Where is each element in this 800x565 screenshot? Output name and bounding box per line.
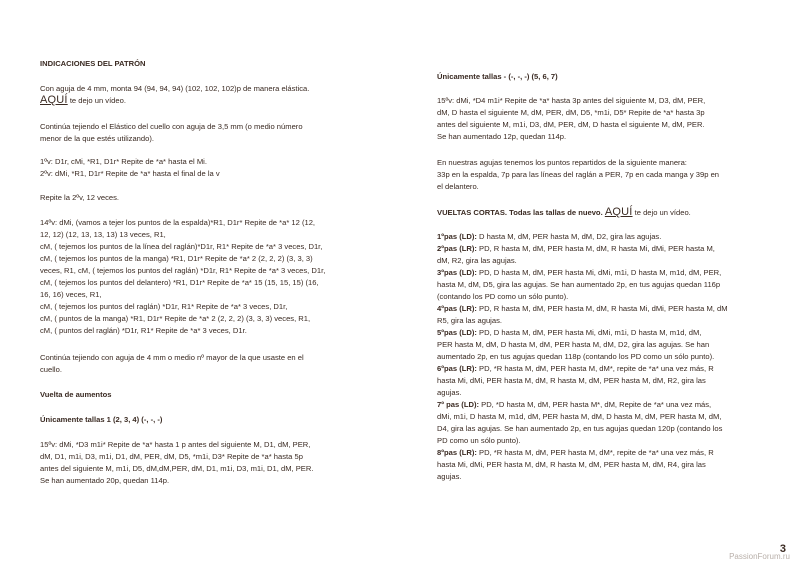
- pas-line: [437, 327, 728, 339]
- pas-text: dM, R2, gira las agujas.: [437, 256, 517, 265]
- row-14-line: cM, ( puntos del raglán) *D1r, R1* Repite de *a* 3 veces, D1r.: [40, 326, 247, 335]
- pas-line: [437, 339, 728, 351]
- pas-label: 5ºpas (LD):: [437, 328, 477, 337]
- pas-label: 7º pas (LD):: [437, 400, 480, 409]
- continue-line-1: Continúa tejiendo con aguja de 4 mm o medio nº mayor de la que usaste en el: [40, 353, 304, 362]
- pas-line: [437, 471, 728, 483]
- pas-label: 3ºpas (LD):: [437, 268, 477, 277]
- pas-text: PD, *R hasta M, dM, PER hasta M, dM*, repite de *a* una vez más, R: [476, 448, 714, 457]
- pas-text: R5, gira las agujas.: [437, 316, 503, 325]
- pattern-heading: INDICACIONES DEL PATRÓN: [40, 59, 146, 68]
- row-14-line: 14ºv: dMi, (vamos a tejer los puntos de la espalda)*R1, D1r* Repite de *a* 12 (12,: [40, 218, 316, 227]
- watermark: PassionForum.ru: [729, 552, 790, 561]
- increase-heading: Vuelta de aumentos: [40, 390, 112, 399]
- pas-text: PD, R hasta M, dM, PER hasta M, dM, R hasta Mi, dMi, PER hasta M,: [476, 244, 715, 253]
- pas-line: [437, 411, 728, 423]
- pas-text: aumentado 2p, en tus agujas quedan 118p (contando los PD como un sólo punto).: [437, 352, 715, 361]
- pas-text: (contando los PD como un sólo punto).: [437, 292, 569, 301]
- row-15-line: dM, D hasta el siguiente M, dM, PER, dM, D5, *m1i, D5* Repite de *a* hasta 3p: [437, 108, 705, 117]
- pas-text: dMi, m1i, D hasta M, m1d, dM, PER hasta M, dM, D hasta M, dM, PER hasta M, dM,: [437, 412, 722, 421]
- pas-label: 1ºpas (LD):: [437, 232, 477, 241]
- pas-text: D4, gira las agujas. Se han aumentado 2p, en tus agujas quedan 120p (contando los: [437, 424, 723, 433]
- row-15-line: Se han aumentado 20p, quedan 114p.: [40, 476, 170, 485]
- pas-line: [437, 267, 728, 279]
- pas-line: [437, 435, 728, 447]
- pas-line: [437, 255, 728, 267]
- row-14-line: cM, ( puntos de la manga) *R1, D1r* Repite de *a* 2 (2, 2, 2) (3, 3, 3) veces, R1,: [40, 314, 311, 323]
- row-15-block-left: [40, 439, 313, 487]
- short-rows-block: [437, 231, 728, 483]
- pas-line: [437, 243, 728, 255]
- pas-text: hasta Mi, dMi, PER hasta M, dM, R hasta M, dM, PER hasta M, dM, R4, gira las: [437, 460, 706, 469]
- pas-text: PD, D hasta M, dM, PER hasta Mi, dMi, m1i, D hasta M, m1d, dM, PER,: [476, 268, 722, 277]
- row-2: 2ºv: dMi, *R1, D1r* Repite de *a* hasta el final de la v: [40, 169, 220, 178]
- pas-text: agujas.: [437, 472, 462, 481]
- pas-line: [437, 363, 728, 375]
- row-14-line: 16, 16) veces, R1,: [40, 290, 102, 299]
- sizes-heading-right: Únicamente tallas - (-, -, -) (5, 6, 7): [437, 72, 558, 81]
- pas-label: 8ºpas (LR):: [437, 448, 477, 457]
- repeat-line: Repite la 2ºv, 12 veces.: [40, 193, 120, 202]
- pas-text: PD, R hasta M, dM, PER hasta M, dM, R hasta Mi, dMi, PER hasta M, dM: [476, 304, 728, 313]
- page-number: 3: [779, 543, 786, 555]
- pas-text: PD, D hasta M, dM, PER hasta Mi, dMi, m1i, D hasta M, m1d, dM,: [476, 328, 702, 337]
- row-15-line: 15ºv: dMi, *D3 m1i* Repite de *a* hasta 1 p antes del siguiente M, D1, dM, PER,: [40, 440, 311, 449]
- pas-text: PD, *R hasta M, dM, PER hasta M, dM*, repite de *a* una vez más, R: [476, 364, 714, 373]
- sizes-heading-left: Únicamente tallas 1 (2, 3, 4) (-, -, -): [40, 415, 163, 424]
- short-rows-line: [437, 206, 691, 219]
- cast-on-line-2: [40, 94, 126, 107]
- pas-text: PD como un sólo punto).: [437, 436, 521, 445]
- collar-line-2: menor de la que estés utilizando).: [40, 134, 154, 143]
- pas-text: D hasta M, dM, PER hasta M, dM, D2, gira las agujas.: [476, 232, 662, 241]
- distribution-line: En nuestras agujas tenemos los puntos repartidos de la siguiente manera:: [437, 158, 687, 167]
- row-15-line: dM, D1, m1i, D3, m1i, D1, dM, PER, dM, D5, *m1i, D3* Repite de *a* hasta 5p: [40, 452, 303, 461]
- row-1: 1ºv: D1r, cMi, *R1, D1r* Repite de *a* hasta el Mi.: [40, 157, 207, 166]
- pas-label: 4ºpas (LR):: [437, 304, 477, 313]
- video-link-text: te dejo un vídeo.: [67, 96, 126, 105]
- pas-line: [437, 303, 728, 315]
- cast-on-line-1: Con aguja de 4 mm, monta 94 (94, 94, 94) (102, 102, 102)p de manera elástica.: [40, 84, 310, 93]
- row-14-block: [40, 217, 325, 337]
- pas-line: [437, 375, 728, 387]
- pas-line: [437, 291, 728, 303]
- pas-text: agujas.: [437, 388, 462, 397]
- distribution-line: 33p en la espalda, 7p para las líneas del raglán a PER, 7p en cada manga y 39p en: [437, 170, 720, 179]
- collar-line-1: Continúa tejiendo el Elástico del cuello con aguja de 3,5 mm (o medio número: [40, 122, 303, 131]
- pas-line: [437, 447, 728, 459]
- pas-line: [437, 231, 728, 243]
- pas-line: [437, 399, 728, 411]
- pas-line: [437, 459, 728, 471]
- short-rows-link-text: te dejo un vídeo.: [632, 208, 691, 217]
- pas-line: [437, 423, 728, 435]
- pas-text: PD, *D hasta M, dM, PER hasta M*, dM, Repite de *a* una vez más,: [479, 400, 712, 409]
- row-14-line: cM, ( tejemos los puntos del raglán) *D1r, R1* Repite de *a* 3 veces, D1r,: [40, 302, 288, 311]
- row-15-line: antes del siguiente M, m1i, D5, dM,dM,PER, dM, D1, m1i, D3, m1i, D1, dM, PER.: [40, 464, 314, 473]
- pas-line: [437, 279, 728, 291]
- distribution-line: el delantero.: [437, 182, 479, 191]
- row-14-line: veces, R1, cM, ( tejemos los puntos del raglán) *D1r, R1* Repite de *a* 3 veces, D1r,: [40, 266, 326, 275]
- pas-line: [437, 351, 728, 363]
- pas-line: [437, 315, 728, 327]
- row-15-block-right: [437, 95, 705, 143]
- row-14-line: 12, 12) (12, 13, 13, 13) 13 veces, R1,: [40, 230, 166, 239]
- short-rows-video-link[interactable]: AQUÍ: [604, 206, 633, 218]
- row-15-line: antes del siguiente M, m1i, D3, dM, PER, dM, D hasta el siguiente M, dM, PER.: [437, 120, 705, 129]
- pas-label: 2ºpas (LR):: [437, 244, 477, 253]
- row-14-line: cM, ( tejemos los puntos de la línea del raglán)*D1r, R1* Repite de *a* 3 veces, D1r,: [40, 242, 323, 251]
- pas-label: 6ºpas (LR):: [437, 364, 477, 373]
- pas-text: PER hasta M, dM, D hasta M, dM, PER hasta M, dM, D2, gira las agujas. Se han: [437, 340, 710, 349]
- video-link[interactable]: AQUÍ: [40, 94, 68, 106]
- pas-text: hasta M, dM, D5, gira las agujas. Se han aumentado 2p, en tus agujas quedan 116p: [437, 280, 721, 289]
- continue-line-2: cuello.: [40, 365, 62, 374]
- row-14-line: cM, ( tejemos los puntos del delantero) *R1, D1r* Repite de *a* 15 (15, 15, 15) (16,: [40, 278, 319, 287]
- pas-line: [437, 387, 728, 399]
- distribution-block: [437, 157, 719, 193]
- short-rows-heading: VUELTAS CORTAS. Todas las tallas de nuevo.: [437, 208, 603, 217]
- row-15-line: 15ºv: dMi, *D4 m1i* Repite de *a* hasta 3p antes del siguiente M, D3, dM, PER,: [437, 96, 706, 105]
- row-14-line: cM, ( tejemos los puntos de la manga) *R1, D1r* Repite de *a* 2 (2, 2, 2) (3, 3, 3): [40, 254, 313, 263]
- pas-text: hasta Mi, dMi, PER hasta M, dM, R hasta M, dM, PER hasta M, dM, R2, gira las: [437, 376, 706, 385]
- row-15-line: Se han aumentado 12p, quedan 114p.: [437, 132, 567, 141]
